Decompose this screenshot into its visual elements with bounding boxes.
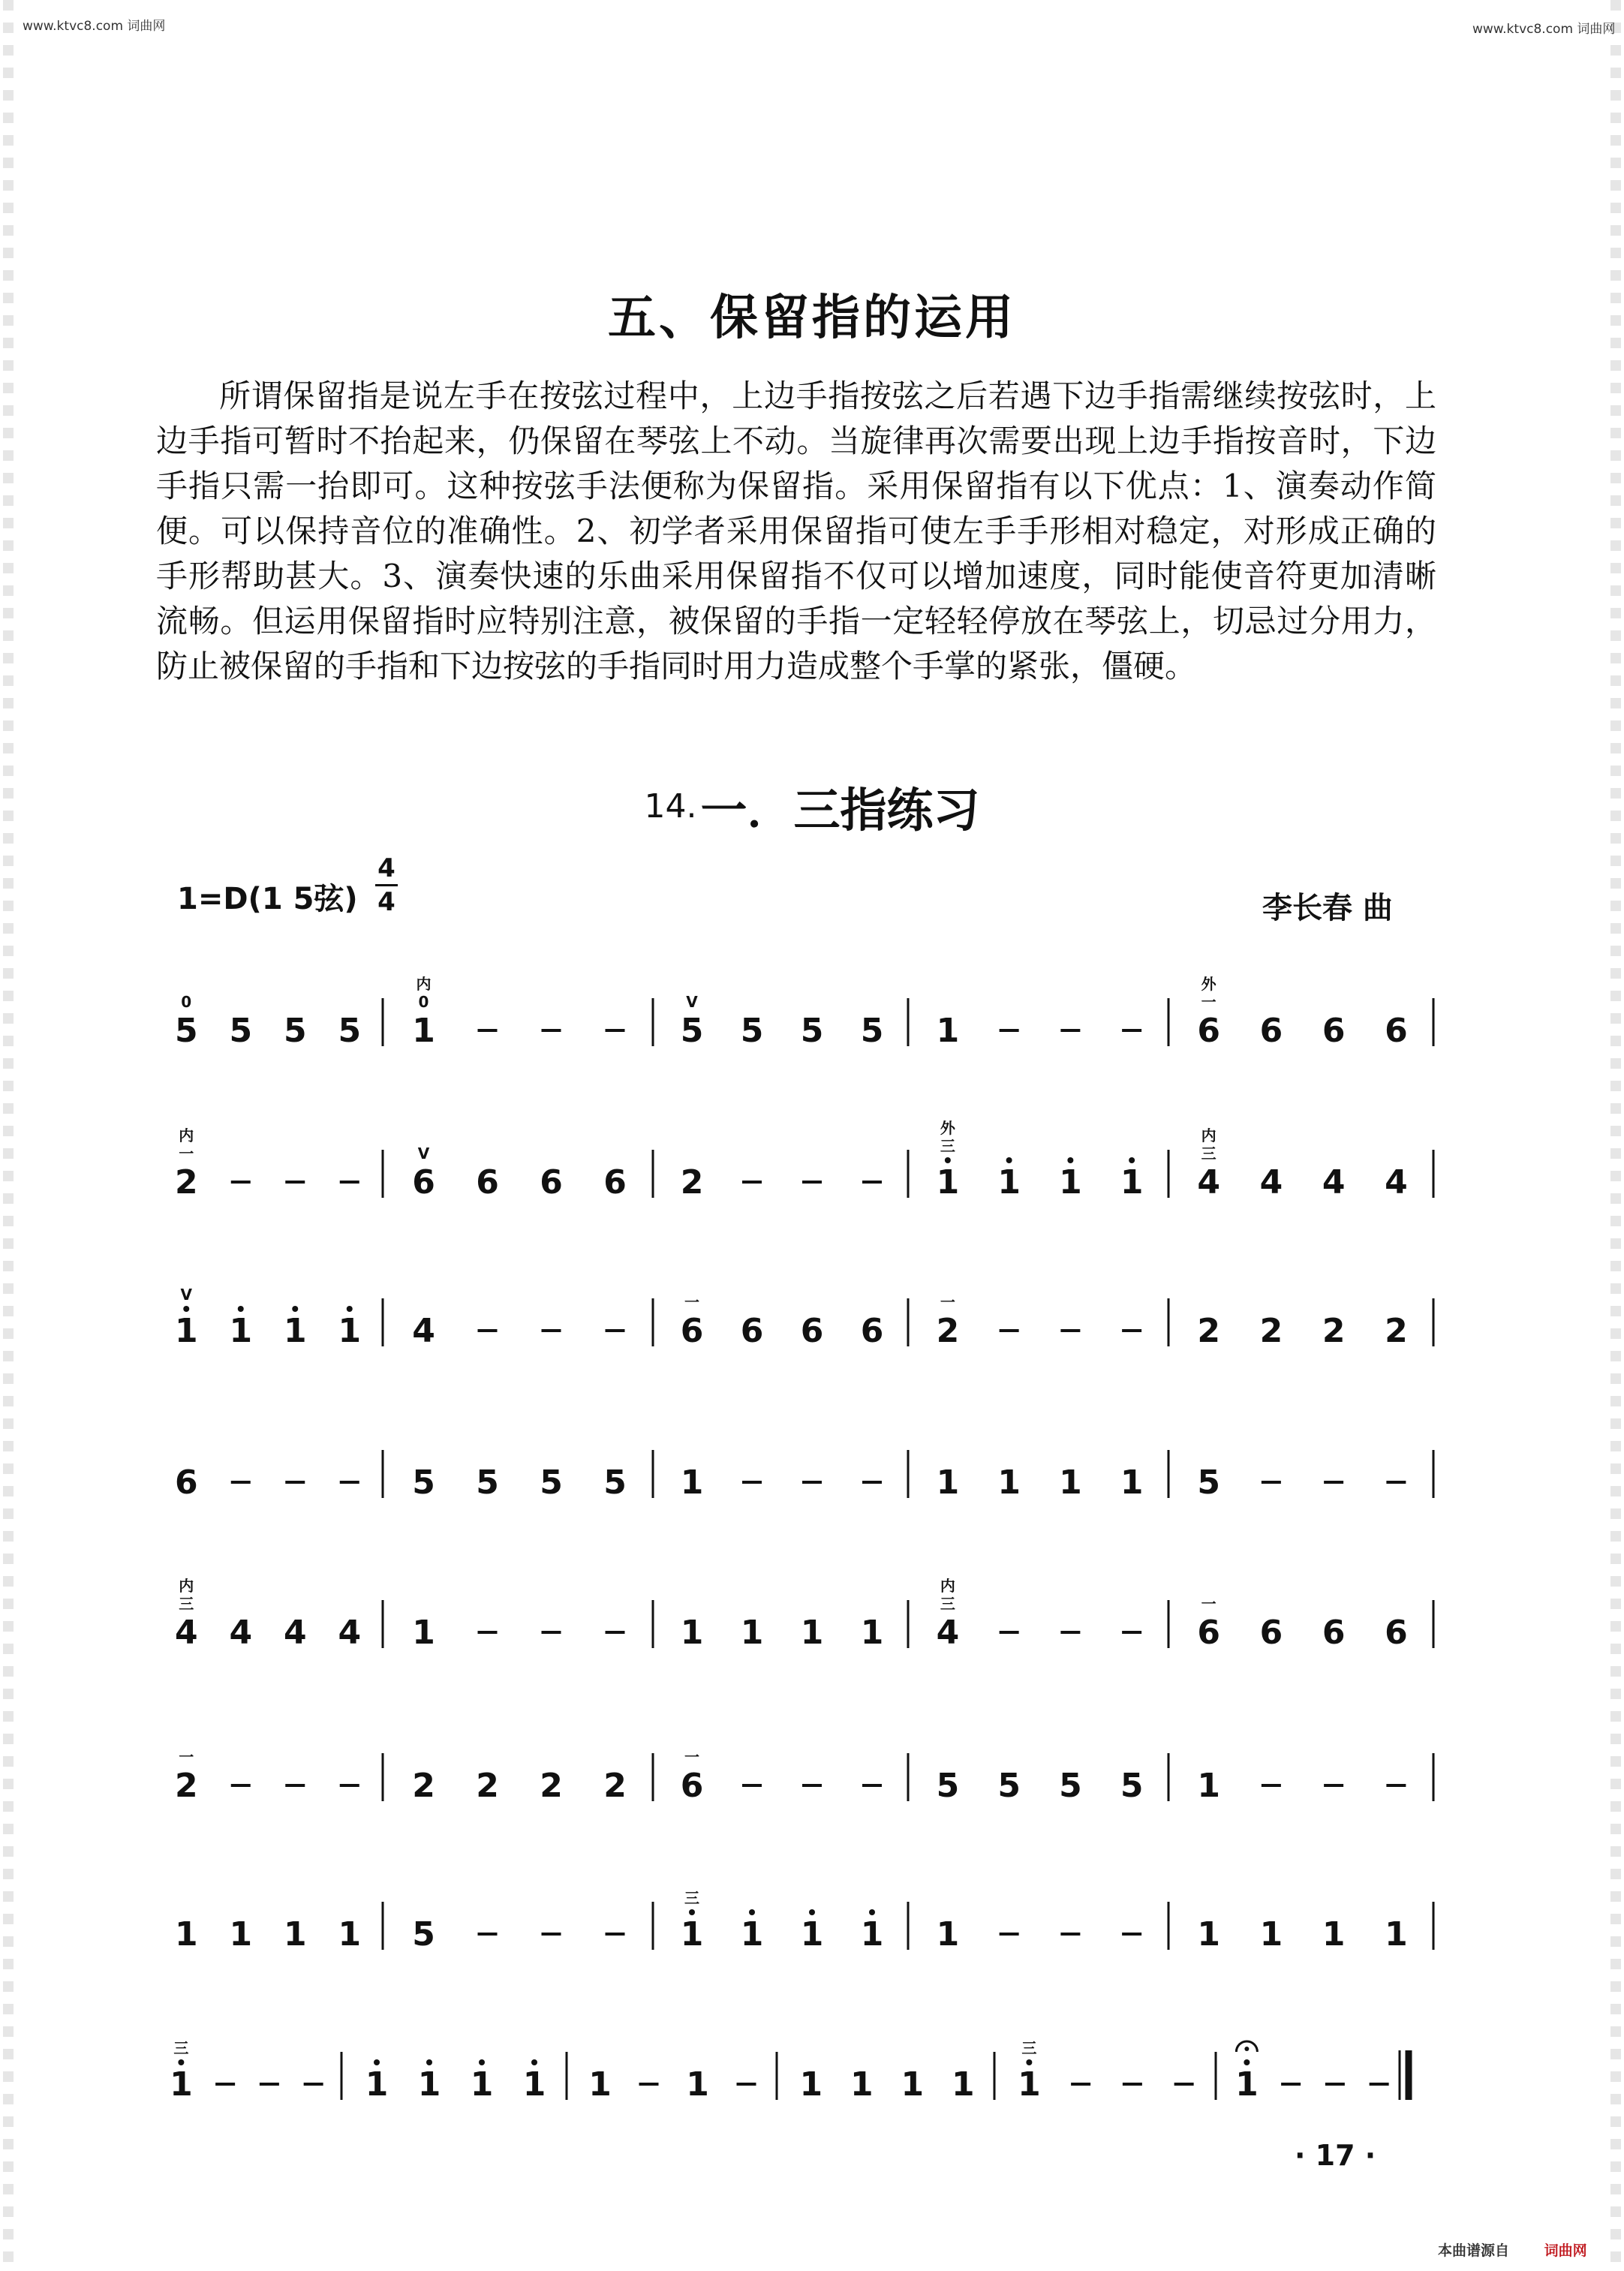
watermark-site: 词曲网 [127,19,166,34]
note: 1 [1018,2065,1041,2104]
high-octave-dot [1006,1157,1012,1163]
note: 2 [1259,1312,1283,1350]
note: 5 [540,1463,563,1502]
note: 5 [936,1767,960,1805]
note: 6 [1197,1012,1220,1050]
note: 5 [680,1012,704,1050]
note: 1 [1322,1915,1346,1954]
high-octave-dot [238,1306,244,1312]
fingering-mark: 三 [173,2039,189,2057]
note: 5 [860,1012,884,1050]
note: 2 [1385,1312,1408,1350]
note: 1 [936,1012,960,1050]
note: 1 [1120,1163,1144,1202]
note: 1 [174,1915,198,1954]
note: 6 [1259,1012,1283,1050]
note: 2 [174,1163,198,1202]
fingering-mark: 一 [684,1748,699,1766]
fingering-mark: 一 [684,1293,699,1311]
fingering-mark: 三 [179,1595,194,1613]
note: 1 [680,1463,704,1502]
note: 5 [800,1012,824,1050]
note: 1 [365,2065,389,2104]
high-octave-dot [426,2059,432,2065]
high-octave-dot [869,1909,875,1915]
note: 4 [1259,1163,1283,1202]
fingering-mark: V [180,1286,192,1304]
note: 4 [338,1614,362,1652]
note: 2 [174,1767,198,1805]
note: 6 [603,1163,627,1202]
note: 6 [476,1163,499,1202]
fingering-mark: 一 [1201,993,1216,1011]
note: 1 [799,2065,823,2104]
note: 6 [1322,1614,1346,1652]
note: 6 [1197,1614,1220,1652]
fingering-mark: 内 [940,1577,955,1595]
note: 1 [740,1915,764,1954]
note: 1 [412,1614,435,1652]
watermark-site: 词曲网 [1577,22,1616,37]
note: 6 [800,1312,824,1350]
fingering-mark: 0 [418,993,429,1011]
high-octave-dot [1026,2059,1032,2065]
note: 4 [412,1312,435,1350]
note: 1 [860,1614,884,1652]
note: 1 [283,1312,307,1350]
note: 1 [936,1163,960,1202]
high-octave-dot [809,1909,815,1915]
note: 2 [540,1767,563,1805]
note: 1 [412,1012,435,1050]
note: 5 [476,1463,499,1502]
note: 5 [283,1012,307,1050]
note: 5 [740,1012,764,1050]
fingering-mark: 三 [940,1137,955,1155]
note: 5 [174,1012,198,1050]
high-octave-dot [292,1306,298,1312]
high-octave-dot [1067,1157,1073,1163]
note: 5 [997,1767,1021,1805]
note: 1 [1059,1163,1082,1202]
note: 1 [417,2065,441,2104]
fingering-mark: 一 [940,1293,955,1311]
note: 1 [680,1614,704,1652]
note: 5 [1197,1463,1220,1502]
note: 5 [229,1012,253,1050]
note: 6 [1259,1614,1283,1652]
fingering-mark: 外 [1201,975,1216,993]
body-paragraph: 所谓保留指是说左手在按弦过程中，上边手指按弦之后若遇下边手指需继续按弦时，上边手指可暂时不抬起来，仍保留在琴弦上不动。当旋律再次需要出现上边手指按音时，下边手指只需一抬即可。这种按弦手法便称为保留指。采用保留指有以下优点：1、演奏动作简便。可以保持音位的准确性。2、初学者采用保留指可使左手手形相对稳定，对形成正确的手形帮助甚大。3、演奏快速的乐曲采用保留指不仅可以增加速度，同时能使音符更加清晰流畅。但运用保留指时应特别注意，被保留的手指一定轻轻停放在琴弦上，切忌过分用力，防止被保留的手指和下边按弦的手指同时用力造成整个手掌的紧张，僵硬。 [156,377,1436,684]
note: 1 [860,1915,884,1954]
high-octave-dot [178,2059,184,2065]
watermark-source: 本曲谱源自 [1438,2242,1510,2259]
note: 6 [680,1312,704,1350]
note: 1 [1197,1767,1220,1805]
piece-name: 一．三指练习 [700,783,980,838]
note: 6 [680,1767,704,1805]
note: 1 [283,1915,307,1954]
note: 1 [170,2065,193,2104]
fingering-mark: 内 [416,975,432,993]
fingering-mark: 一 [179,1748,194,1766]
fingering-mark: 三 [940,1595,955,1613]
fingering-mark: 三 [684,1889,699,1907]
note: 4 [1197,1163,1220,1202]
high-octave-dot [689,1909,695,1915]
note: 2 [603,1767,627,1805]
note: 6 [174,1463,198,1502]
key-signature: 1=D(1 5弦) [177,882,358,916]
note: 2 [936,1312,960,1350]
high-octave-dot [1244,2059,1250,2065]
note: 1 [936,1915,960,1954]
composer: 李长春 曲 [1262,890,1393,925]
note: 2 [680,1163,704,1202]
note: 1 [1197,1915,1220,1954]
note: 6 [740,1312,764,1350]
fingering-mark: V [417,1145,430,1163]
note: 1 [686,2065,709,2104]
high-octave-dot [479,2059,485,2065]
note: 1 [680,1915,704,1954]
note: 4 [283,1614,307,1652]
note: 1 [951,2065,975,2104]
fingering-mark: 三 [1201,1145,1216,1163]
note: 1 [1120,1463,1144,1502]
fingering-mark: V [686,993,698,1011]
fingering-mark: 外 [940,1119,955,1137]
note: 6 [1322,1012,1346,1050]
note: 2 [476,1767,499,1805]
note: 1 [1059,1463,1082,1502]
note: 6 [540,1163,563,1202]
fermata-dot [1244,2047,1249,2051]
fingering-mark: 内 [179,1577,194,1595]
note: 6 [1385,1012,1408,1050]
note: 2 [412,1767,435,1805]
note: 6 [1385,1614,1408,1652]
fingering-mark: 0 [181,993,192,1011]
note: 5 [338,1012,362,1050]
note: 1 [522,2065,546,2104]
fingering-mark: 三 [1021,2039,1037,2057]
high-octave-dot [531,2059,537,2065]
note: 1 [901,2065,925,2104]
note: 4 [1322,1163,1346,1202]
fingering-mark: 一 [179,1145,194,1163]
note: 5 [412,1915,435,1954]
high-octave-dot [347,1306,353,1312]
note: 1 [229,1915,253,1954]
watermark-url: www.ktvc8.com [1472,22,1573,37]
page-number: · 17 · [1295,2139,1376,2172]
high-octave-dot [374,2059,380,2065]
note: 1 [1259,1915,1283,1954]
note: 1 [850,2065,874,2104]
note: 2 [1322,1312,1346,1350]
note: 1 [470,2065,494,2104]
note: 1 [997,1463,1021,1502]
fingering-mark: 内 [1201,1126,1216,1145]
note: 2 [1197,1312,1220,1350]
note: 1 [800,1915,824,1954]
note: 4 [229,1614,253,1652]
note: 1 [1385,1915,1408,1954]
note: 4 [174,1614,198,1652]
note: 5 [1120,1767,1144,1805]
time-signature-bottom: 4 [377,887,395,917]
watermark-site: 词曲网 [1544,2242,1587,2259]
note: 1 [174,1312,198,1350]
fingering-mark: 一 [1201,1595,1216,1613]
note: 6 [860,1312,884,1350]
time-signature-top: 4 [377,853,395,883]
note: 1 [588,2065,612,2104]
note: 5 [412,1463,435,1502]
high-octave-dot [183,1306,189,1312]
note: 1 [997,1163,1021,1202]
note: 1 [338,1915,362,1954]
note: 4 [1385,1163,1408,1202]
note: 5 [1059,1767,1082,1805]
note: 1 [229,1312,253,1350]
fingering-mark: 内 [179,1126,194,1145]
note: 6 [412,1163,435,1202]
note: 1 [936,1463,960,1502]
note: 5 [603,1463,627,1502]
note: 1 [1235,2065,1259,2104]
note: 1 [740,1614,764,1652]
high-octave-dot [1129,1157,1135,1163]
watermark-url: www.ktvc8.com [23,19,123,34]
note: 1 [800,1614,824,1652]
note: 4 [936,1614,960,1652]
high-octave-dot [945,1157,951,1163]
piece-number: 14. [644,787,697,826]
note: 1 [338,1312,362,1350]
high-octave-dot [749,1909,755,1915]
section-title: 五、保留指的运用 [608,290,1016,346]
